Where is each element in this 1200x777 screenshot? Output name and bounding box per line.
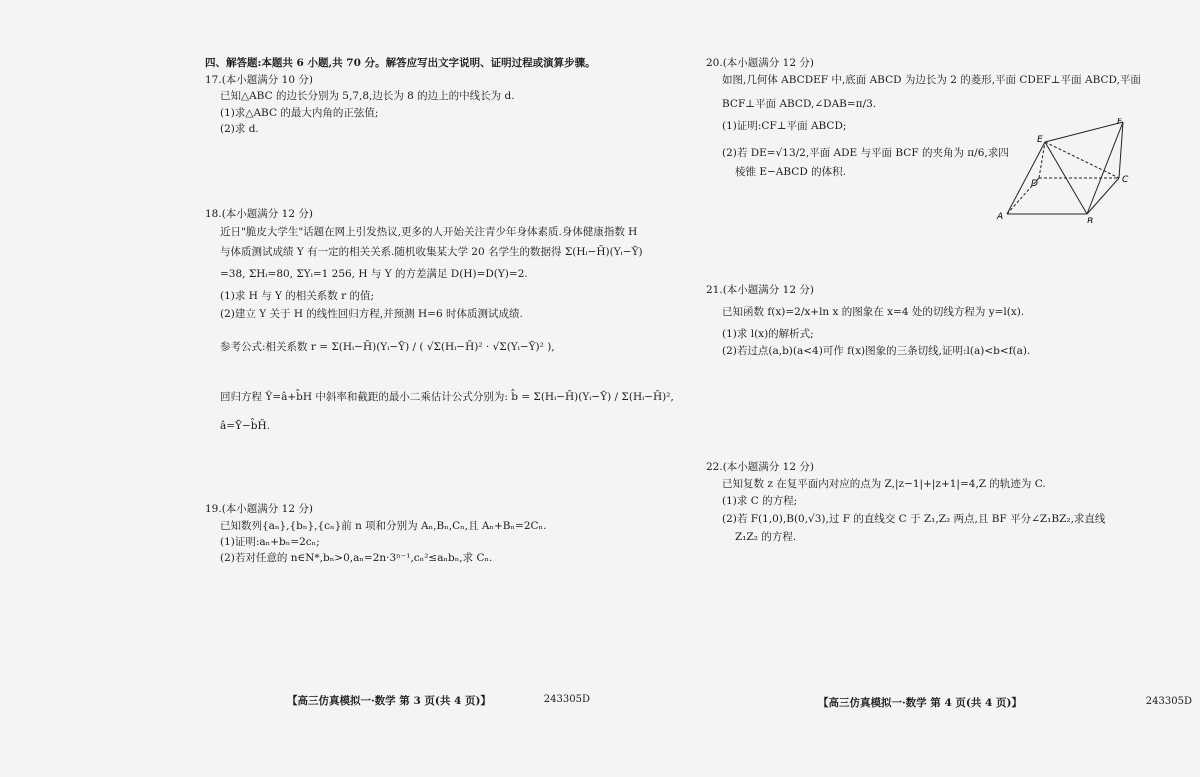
q18-line1: 近日"脆皮大学生"话题在网上引发热议,更多的人开始关注青少年身体素质.身体健康指数 H: [220, 226, 638, 238]
label-A: A: [997, 212, 1004, 222]
q21-part1: (1)求 l(x)的解析式;: [722, 328, 814, 340]
q21-stem: 已知函数 f(x)=2/x+ln x 的图象在 x=4 处的切线方程为 y=l(x).: [722, 306, 1025, 318]
section-header: 四、解答题:本题共 6 小题,共 70 分。解答应写出文字说明、证明过程或演算步骤。: [205, 57, 596, 69]
q19-part1: (1)证明:aₙ+bₙ=2cₙ;: [220, 536, 320, 548]
exam-code: 243305D: [543, 694, 590, 705]
q18-title: 18.(本小题满分 12 分): [205, 208, 313, 220]
q19-part2: (2)若对任意的 n∈N*,bₙ>0,aₙ=2n·3ⁿ⁻¹,cₙ²≤aₙbₙ,求 Cₙ.: [220, 552, 493, 564]
q18-part2: (2)建立 Y 关于 H 的线性回归方程,并预测 H=6 时体质测试成绩.: [220, 308, 523, 320]
q19-title: 19.(本小题满分 12 分): [205, 503, 313, 515]
q21-title: 21.(本小题满分 12 分): [706, 284, 814, 296]
q17-part1: (1)求△ABC 的最大内角的正弦值;: [220, 107, 379, 119]
exam-code: 243305D: [1145, 696, 1192, 707]
q18-line3: =38, ΣHᵢ=80, ΣYᵢ=1 256, H 与 Y 的方差满足 D(H)=D(Y)=2.: [220, 268, 528, 280]
q20-part1: (1)证明:CF⊥平面 ABCD;: [722, 120, 847, 132]
q17-part2: (2)求 d.: [220, 123, 259, 135]
q18-line2: 与体质测试成绩 Y 有一定的相关关系.随机收集某大学 20 名学生的数据得 Σ(Hᵢ−H̄)(Yᵢ−Ȳ): [220, 246, 643, 258]
q22-title: 22.(本小题满分 12 分): [706, 461, 814, 473]
page-footer: 【高三仿真模拟一·数学 第 4 页(共 4 页)】: [818, 697, 1022, 709]
q22-part1: (1)求 C 的方程;: [722, 495, 798, 507]
label-D: D: [1031, 179, 1038, 189]
q20-line2: BCF⊥平面 ABCD,∠DAB=π/3.: [722, 98, 877, 110]
page-footer: 【高三仿真模拟一·数学 第 3 页(共 4 页)】: [287, 695, 491, 707]
q18-formula-b: 回归方程 Ŷ=â+b̂H 中斜率和截距的最小二乘估计公式分别为: b̂ = Σ(Hᵢ−H̄)(Yᵢ−Ȳ) / Σ(Hᵢ−H̄)²,: [220, 391, 674, 403]
q20-part2-cont: 棱锥 E−ABCD 的体积.: [735, 166, 846, 178]
q19-stem: 已知数列{aₙ},{bₙ},{cₙ}前 n 项和分别为 Aₙ,Bₙ,Cₙ,且 Aₙ+Bₙ=2Cₙ.: [220, 520, 547, 532]
label-B: B: [1087, 217, 1094, 223]
q18-formula-r: 参考公式:相关系数 r = Σ(Hᵢ−H̄)(Yᵢ−Ȳ) / ( √Σ(Hᵢ−H̄)² · √Σ(Yᵢ−Ȳ)² ),: [220, 341, 555, 353]
geometry-figure: [995, 118, 1135, 223]
q17-stem: 已知△ABC 的边长分别为 5,7,8,边长为 8 的边上的中线长为 d.: [220, 90, 515, 102]
q22-part2: (2)若 F(1,0),B(0,√3),过 F 的直线交 C 于 Z₁,Z₂ 两点,且 BF 平分∠Z₁BZ₂,求直线: [722, 513, 1106, 525]
label-F: F: [1117, 118, 1123, 127]
label-E: E: [1037, 135, 1043, 145]
q18-part1: (1)求 H 与 Y 的相关系数 r 的值;: [220, 290, 375, 302]
q17-title: 17.(本小题满分 10 分): [205, 74, 313, 86]
page-4: [600, 0, 1200, 777]
q20-part2: (2)若 DE=√13/2,平面 ADE 与平面 BCF 的夹角为 π/6,求四: [722, 147, 1009, 159]
q22-part2-cont: Z₁Z₂ 的方程.: [735, 531, 797, 543]
q21-part2: (2)若过点(a,b)(a<4)可作 f(x)图象的三条切线,证明:l(a)<b<f(a).: [722, 345, 1031, 357]
label-C: C: [1122, 175, 1129, 185]
q20-line1: 如图,几何体 ABCDEF 中,底面 ABCD 为边长为 2 的菱形,平面 CDEF⊥平面 ABCD,平面: [722, 74, 1141, 86]
q20-title: 20.(本小题满分 12 分): [706, 57, 814, 69]
q18-formula-a: â=Ȳ−b̂H̄.: [220, 420, 271, 432]
q22-stem: 已知复数 z 在复平面内对应的点为 Z,|z−1|+|z+1|=4,Z 的轨迹为 C.: [722, 478, 1046, 490]
